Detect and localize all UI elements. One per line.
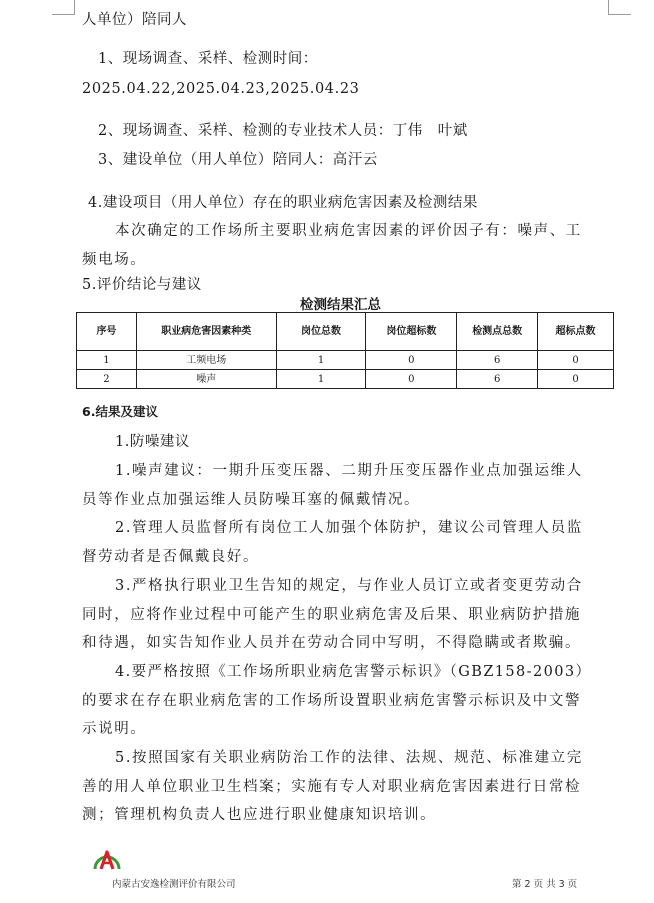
header-point-exceed: 超标点数 [538,313,614,351]
cell-point-total: 6 [457,370,538,389]
crop-mark-top-left [52,0,75,15]
crop-mark-top-right [608,0,631,15]
header-post-exceed: 岗位超标数 [366,313,457,351]
header-index: 序号 [77,313,137,351]
results-table [76,312,614,389]
item-3-accompany: 3、建设单位（用人单位）陪同人：高汗云 [98,152,378,168]
paragraph-4-line-3: 示说明。 [82,721,147,737]
section-4-paragraph-line-1: 本次确定的工作场所主要职业病危害因素的评价因子有：噪声、工 [115,223,582,239]
paragraph-4-line-2: 的要求在存在职业病危害的工作场所设置职业病危害警示标识及中文警 [82,693,582,709]
item-2-technicians: 2、现场调查、采样、检测的专业技术人员：丁伟 叶斌 [98,123,468,139]
table-row [77,370,614,389]
paragraph-1-line-1: 1.噪声建议：一期升压变压器、二期升压变压器作业点加强运维人 [115,463,583,479]
paragraph-3-line-3: 和待遇，如实告知作业人员并在劳动合同中写明，不得隐瞒或者欺骗。 [82,635,582,651]
cell-post-total: 1 [276,370,366,389]
section-4-title: 4.建设项目（用人单位）存在的职业病危害因素及检测结果 [88,195,478,211]
paragraph-2-line-1: 2.管理人员监督所有岗位工人加强个体防护，建议公司管理人员监 [115,520,583,536]
paragraph-2-line-2: 督劳动者是否佩戴良好。 [82,549,260,565]
footer-company-name: 内蒙古安逸检测评价有限公司 [112,879,236,890]
inspection-dates: 2025.04.22,2025.04.23,2025.04.23 [82,81,360,97]
paragraph-3-line-2: 同时，应将作业过程中可能产生的职业病危害及后果、职业病防护措施 [82,607,582,623]
paragraph-5-line-3: 测；管理机构负责人也应进行职业健康知识培训。 [82,807,437,823]
cell-point-exceed: 0 [538,351,614,370]
section-5-title: 5.评价结论与建议 [82,277,202,293]
cell-index: 2 [77,370,137,389]
cell-point-total: 6 [457,351,538,370]
section-6-title: 6.结果及建议 [82,404,158,419]
header-point-total: 检测点总数 [457,313,538,351]
cell-point-exceed: 0 [538,370,614,389]
table-header-row [77,313,614,351]
company-logo-icon [92,847,122,873]
cell-post-total: 1 [276,351,366,370]
header-post-total: 岗位总数 [276,313,366,351]
table-row [77,351,614,370]
header-hazard-type: 职业病危害因素种类 [136,313,276,351]
table-title: 检测结果汇总 [300,297,381,313]
section-4-paragraph-line-2: 频电场。 [82,252,147,268]
paragraph-3-line-1: 3.严格执行职业卫生告知的规定，与作业人员订立或者变更劳动合 [115,578,583,594]
item-1-time-label: 1、现场调查、采样、检测时间： [98,51,318,67]
top-fragment: 人单位）陪同人 [82,12,187,28]
cell-hazard: 噪声 [136,370,276,389]
cell-index: 1 [77,351,137,370]
paragraph-5-line-2: 善的用人单位职业卫生档案；实施有专人对职业病危害因素进行日常检 [82,779,582,795]
paragraph-5-line-1: 5.按照国家有关职业病防治工作的法律、法规、规范、标准建立完 [115,750,583,766]
paragraph-1-line-2: 员等作业点加强运维人员防噪耳塞的佩戴情况。 [82,492,421,508]
footer-page-info: 第 2 页 共 3 页 [512,879,578,890]
cell-post-exceed: 0 [366,370,457,389]
cell-post-exceed: 0 [366,351,457,370]
paragraph-4-line-1: 4.要严格按照《工作场所职业病危害警示标识》（GBZ158-2003） [115,664,592,680]
subsection-1-title: 1.防噪建议 [115,434,190,450]
cell-hazard: 工频电场 [136,351,276,370]
